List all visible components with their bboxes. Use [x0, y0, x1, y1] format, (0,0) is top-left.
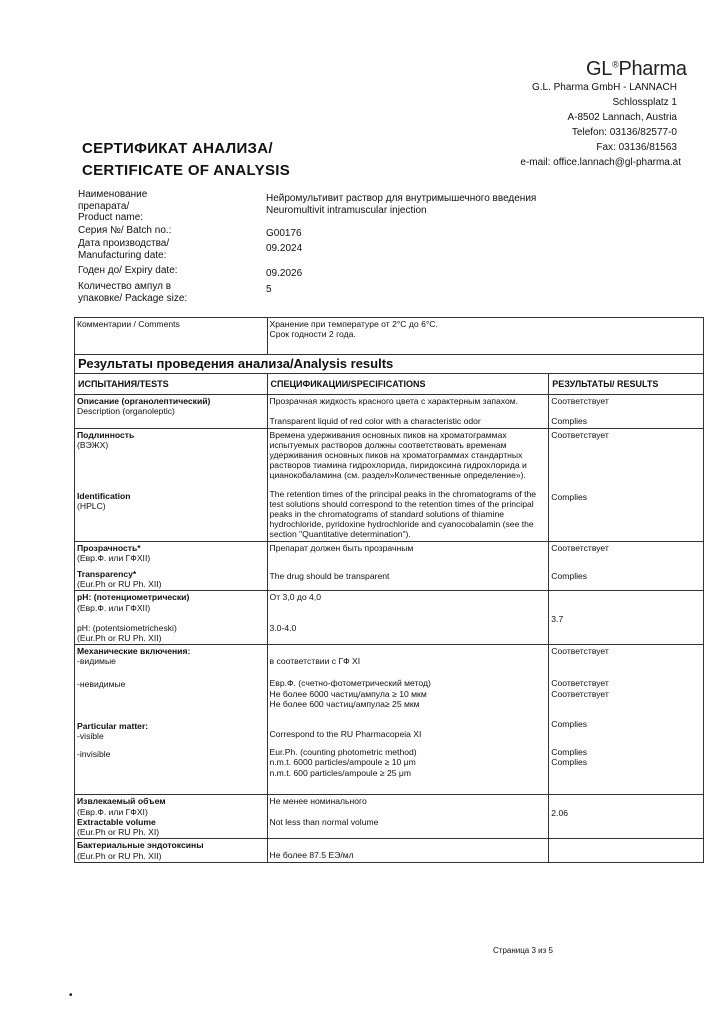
- batch-label: Серия №/ Batch no.:: [78, 225, 172, 236]
- spec-cell: Не более 87.5 ЕЭ/мл: [267, 839, 549, 862]
- logo-text: GL: [586, 58, 613, 80]
- table-row: [75, 839, 704, 862]
- page-mark: •: [69, 990, 73, 1001]
- table-row: [75, 428, 704, 541]
- comments-label: Комментарии / Comments: [75, 318, 268, 355]
- test-cell: pH: (потенциометрически) (Евр.Ф. или ГФXII) pH: (potentsiometricheski) (Eur.Ph or RU Ph. XII): [75, 591, 268, 645]
- table-row: [75, 541, 704, 591]
- expiry-label: Годен до/ Expiry date:: [78, 265, 178, 276]
- title-ru: СЕРТИФИКАТ АНАЛИЗА/: [82, 140, 273, 157]
- company-city: A-8502 Lannach, Austria: [567, 112, 677, 123]
- company-fax: Fax: 03136/81563: [596, 142, 677, 153]
- result-cell: [549, 839, 704, 862]
- comments-text: Хранение при температуре от 2°С до 6°С. Срок годности 2 года.: [267, 318, 703, 355]
- table-row: [75, 395, 704, 428]
- test-cell: Прозрачность* (Евр.Ф. или ГФXII) Transparency* (Eur.Ph or RU Ph. XII): [75, 541, 268, 591]
- company-name: G.L. Pharma GmbH - LANNACH: [531, 82, 677, 93]
- test-cell: Описание (органолептический) Description (organoleptic): [75, 395, 268, 428]
- company-logo: [586, 58, 687, 81]
- col-specs: СПЕЦИФИКАЦИИ/SPECIFICATIONS: [267, 374, 549, 395]
- results-table: [74, 317, 704, 863]
- result-cell: Соответствует Соответствует Соответствует Complies Complies Complies: [549, 645, 704, 795]
- package-value: 5: [266, 284, 272, 295]
- logo-text-2: Pharma: [618, 58, 687, 80]
- manufacturing-value: 09.2024: [266, 243, 303, 254]
- header-row: [75, 374, 704, 395]
- spec-cell: Прозрачная жидкость красного цвета с характерным запахом. Transparent liquid of red color with a characteristic odor: [267, 395, 549, 428]
- company-street: Schlossplatz 1: [612, 97, 677, 108]
- result-cell: Соответствует Complies: [549, 541, 704, 591]
- result-cell: Соответствует Complies: [549, 428, 704, 541]
- table-row: [75, 795, 704, 839]
- logo-mark: ®: [612, 59, 619, 70]
- batch-value: G00176: [266, 228, 302, 239]
- test-cell: Извлекаемый объем (Евр.Ф. или ГФXI) Extractable volume (Eur.Ph or RU Ph. XI): [75, 795, 268, 839]
- spec-cell: От 3,0 до 4,0 3.0-4.0: [267, 591, 549, 645]
- comments-row: [75, 318, 704, 355]
- col-tests: ИСПЫТАНИЯ/TESTS: [75, 374, 268, 395]
- manufacturing-label: Дата производства/ Manufacturing date:: [78, 238, 170, 261]
- result-cell: 3.7: [549, 591, 704, 645]
- spec-cell: в соответствии с ГФ XI Евр.Ф. (счетно-фотометрический метод) Не более 6000 частиц/ампула ≥ 10 мкм Не более 600 частиц/ампула≥ 25 мкм Correspond to the RU Pharmacopeia XI Eur.Ph. (counting photometric method) n.m.t. 6000 particles/ampoule ≥ 10 μm n.m.t. 600 particles/ampoule ≥ 25 μm: [267, 645, 549, 795]
- table-row: [75, 591, 704, 645]
- col-results: РЕЗУЛЬТАТЫ/ RESULTS: [549, 374, 704, 395]
- table-row: [75, 645, 704, 795]
- expiry-value: 09.2026: [266, 268, 303, 279]
- test-cell: Бактериальные эндотоксины (Eur.Ph or RU Ph. XII): [75, 839, 268, 862]
- page-number: Страница 3 из 5: [493, 946, 553, 955]
- title-en: CERTIFICATE OF ANALYSIS: [82, 162, 291, 179]
- product-label: Наименование препарата/ Product name:: [78, 189, 148, 223]
- company-phone: Telefon: 03136/82577-0: [571, 127, 677, 138]
- product-value: Нейромультивит раствор для внутримышечного введения Neuromultivit intramuscular injection: [266, 193, 537, 216]
- test-cell: Подлинность (ВЭЖХ) Identification (HPLC): [75, 428, 268, 541]
- section-row: [75, 355, 704, 374]
- company-email: e-mail: office.lannach@gl-pharma.at: [520, 157, 681, 168]
- result-cell: 2.06: [549, 795, 704, 839]
- spec-cell: Препарат должен быть прозрачным The drug should be transparent: [267, 541, 549, 591]
- package-label: Количество ампул в упаковке/ Package size:: [78, 281, 188, 304]
- result-cell: Соответствует Complies: [549, 395, 704, 428]
- spec-cell: Не менее номинального Not less than normal volume: [267, 795, 549, 839]
- test-cell: Механические включения: -видимые -невидимые Particular matter: -visible -invisible: [75, 645, 268, 795]
- spec-cell: Времена удерживания основных пиков на хроматограммах испытуемых растворов должны соответствовать временам удерживания основных пиков на хроматограммах стандартных растворов тиамина гидрохлорида, пиридоксина гидрохлорида и цианокобаламина (см. раздел»Количественные определение»). The retention times of the principal peaks in the chromatograms of the test solutions should correspond to the retention times of the principal peaks in the chromatograms of standard solutions of thiamine hydrochloride, pyridoxine hydrochloride and cyanocobalamin (see the section "Quantitative determination").: [267, 428, 549, 541]
- section-title: Результаты проведения анализа/Analysis results: [75, 355, 704, 374]
